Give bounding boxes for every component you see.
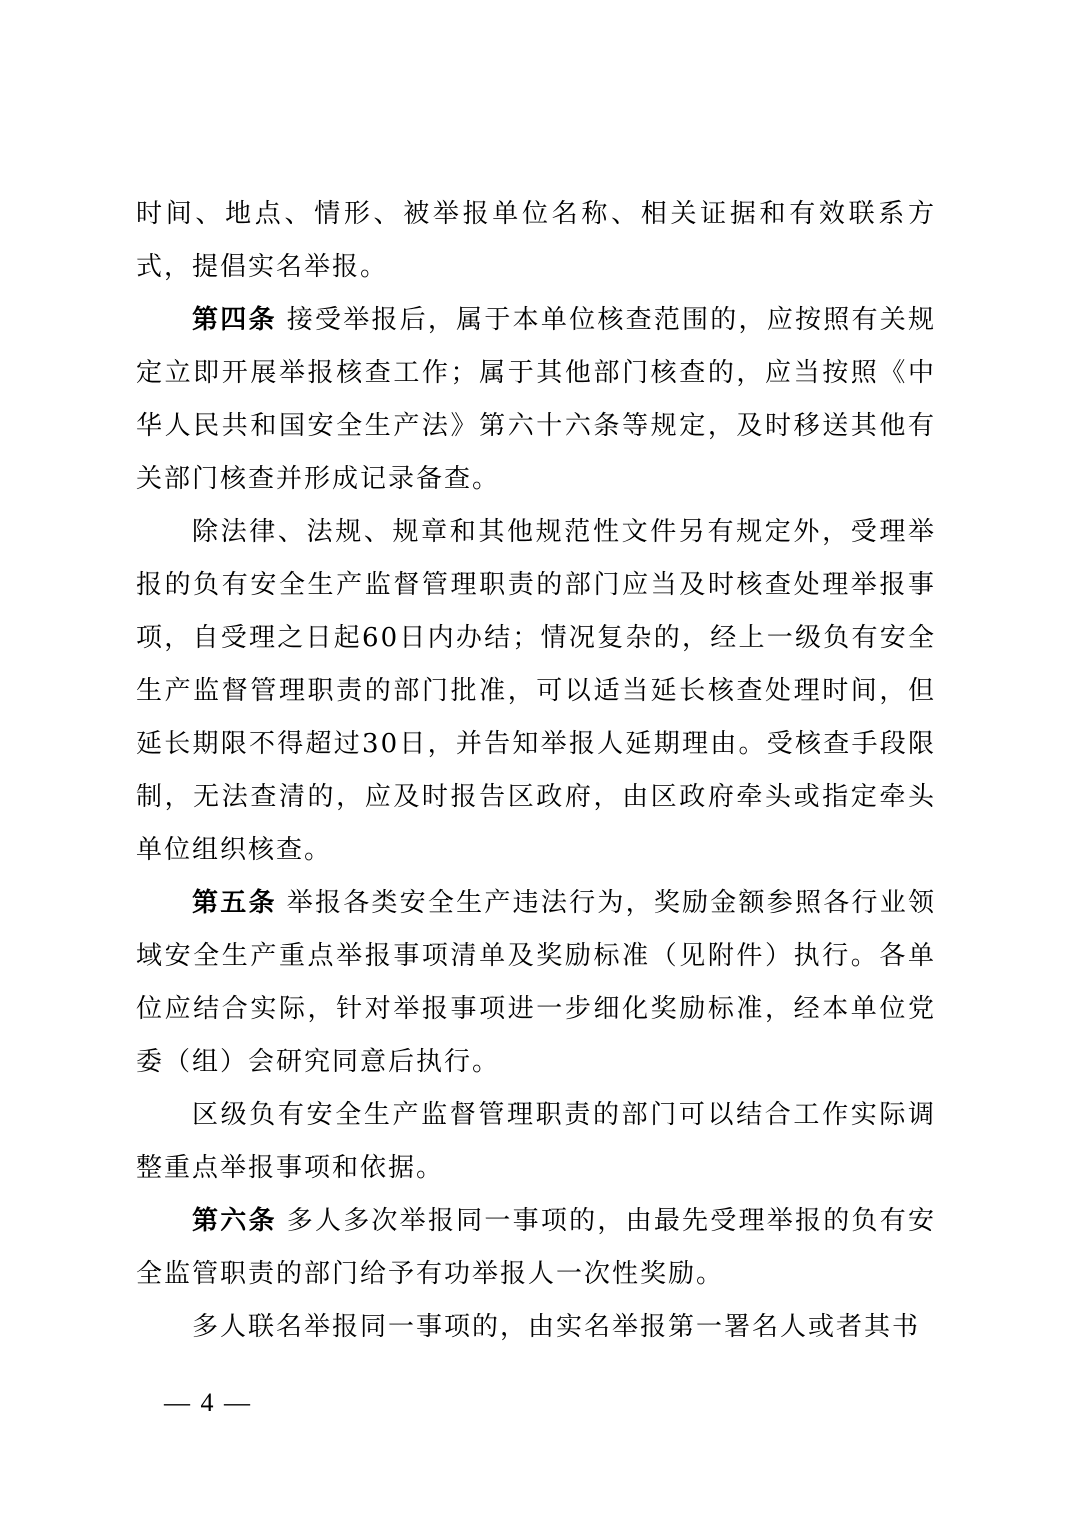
- paragraph-text: 举报各类安全生产违法行为，奖励金额参照各行业领域安全生产重点举报事项清单及奖励标准（见附件）执行。各单位应结合实际，针对举报事项进一步细化奖励标准，经本单位党委（组）会研究同意后执行。: [136, 888, 936, 1077]
- paragraph-article-5: [136, 877, 936, 1089]
- article-heading: 第六条: [192, 1206, 277, 1236]
- paragraph-text: 接受举报后，属于本单位核查范围的，应按照有关规定立即开展举报核查工作；属于其他部门核查的，应当按照《中华人民共和国安全生产法》第六十六条等规定，及时移送其他有关部门核查并形成记录备查。: [136, 305, 936, 494]
- paragraph: [136, 506, 936, 877]
- paragraph-text: 区级负有安全生产监督管理职责的部门可以结合工作实际调整重点举报事项和依据。: [136, 1100, 936, 1183]
- article-heading: 第五条: [192, 888, 277, 918]
- paragraph-article-4: [136, 294, 936, 506]
- article-heading: 第四条: [192, 305, 277, 335]
- document-body: [136, 188, 936, 1354]
- paragraph-text: 多人联名举报同一事项的，由实名举报第一署名人或者其书: [192, 1312, 921, 1342]
- paragraph: [136, 188, 936, 294]
- paragraph-text: 除法律、法规、规章和其他规范性文件另有规定外，受理举报的负有安全生产监督管理职责的部门应当及时核查处理举报事项，自受理之日起60日内办结；情况复杂的，经上一级负有安全生产监督管理职责的部门批准，可以适当延长核查处理时间，但延长期限不得超过30日，并告知举报人延期理由。受核查手段限制，无法查清的，应及时报告区政府，由区政府牵头或指定牵头单位组织核查。: [136, 517, 936, 865]
- paragraph-text: 多人多次举报同一事项的，由最先受理举报的负有安全监管职责的部门给予有功举报人一次性奖励。: [136, 1206, 936, 1289]
- paragraph: [136, 1301, 936, 1354]
- page-number: — 4 —: [164, 1388, 252, 1417]
- paragraph-article-6: [136, 1195, 936, 1301]
- paragraph-text: 时间、地点、情形、被举报单位名称、相关证据和有效联系方式，提倡实名举报。: [136, 199, 936, 282]
- paragraph: [136, 1089, 936, 1195]
